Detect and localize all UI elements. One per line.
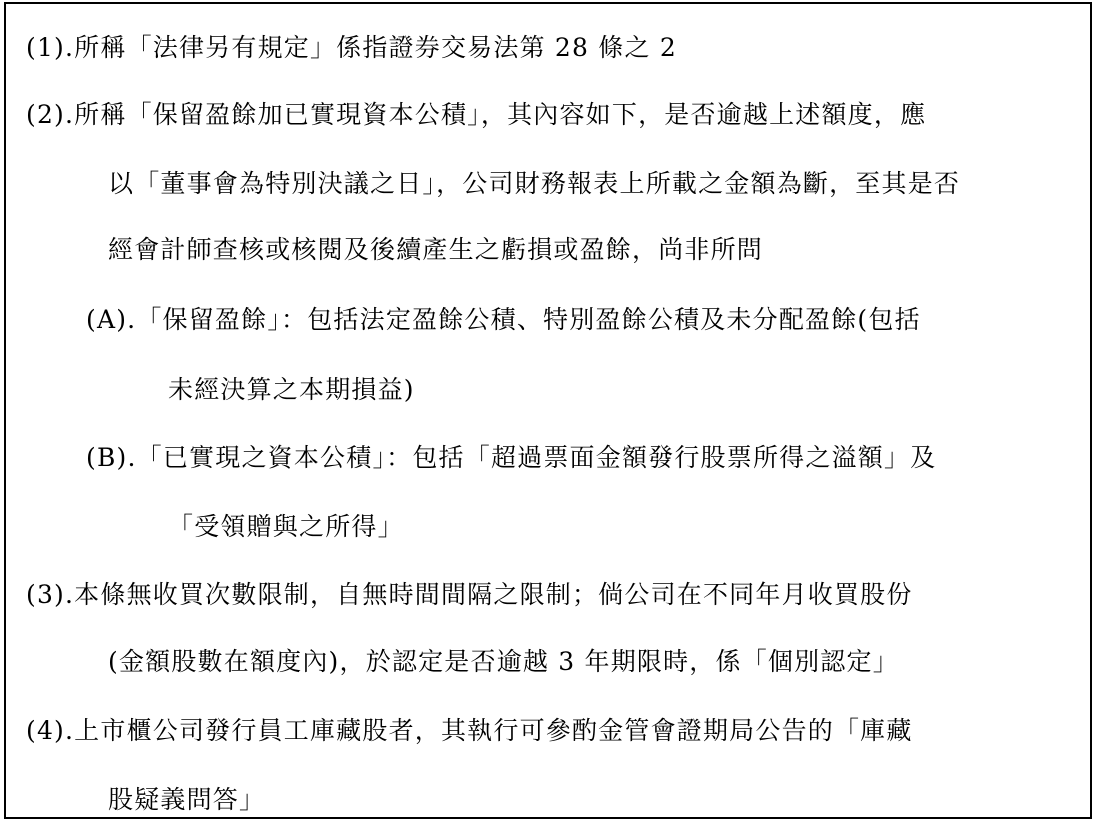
subitem-a-label: (A). [86,305,137,334]
item-2-line-1 [26,98,926,132]
item-4-text: 上市櫃公司發行員工庫藏股者，其執行可參酌金管會證期局公告的「庫藏 [74,716,913,745]
subitem-b-line-2: 「受領贈與之所得」 [168,512,404,541]
subitem-b-label: (B). [86,443,137,472]
item-1-text: 所稱「法律另有規定」係指證券交易法第 28 條之 2 [74,33,677,62]
item-2-line-2: 以「董事會為特別決議之日」，公司財務報表上所載之金額為斷，至其是否 [108,169,961,198]
item-3-line-2: (金額股數在額度內)，於認定是否逾越 3 年期限時，係「個別認定」 [108,647,899,676]
item-3-line-1 [26,578,913,612]
item-2-text: 所稱「保留盈餘加已實現資本公積」，其內容如下，是否逾越上述額度，應 [74,100,927,129]
subitem-a-line-2: 未經決算之本期損益) [168,375,415,404]
item-2-line-3: 經會計師查核或核閱及後續產生之虧損或盈餘，尚非所問 [108,235,764,264]
subitem-a-line-1 [86,303,921,337]
item-4-label: (4). [26,716,75,745]
item-2-label: (2). [26,100,75,129]
item-1-label: (1). [26,33,75,62]
item-4-line-2: 股疑義問答」 [108,785,266,814]
subitem-b-text: 「已實現之資本公積」：包括「超過票面金額發行股票所得之溢額」及 [136,443,937,472]
item-3-label: (3). [26,580,75,609]
item-4-line-1 [26,714,913,748]
subitem-a-text: 「保留盈餘」：包括法定盈餘公積、特別盈餘公積及未分配盈餘(包括 [136,305,921,334]
item-1-line-1 [26,31,677,65]
subitem-b-line-1 [86,441,936,475]
item-3-text: 本條無收買次數限制，自無時間間隔之限制；倘公司在不同年月收買股份 [74,580,913,609]
